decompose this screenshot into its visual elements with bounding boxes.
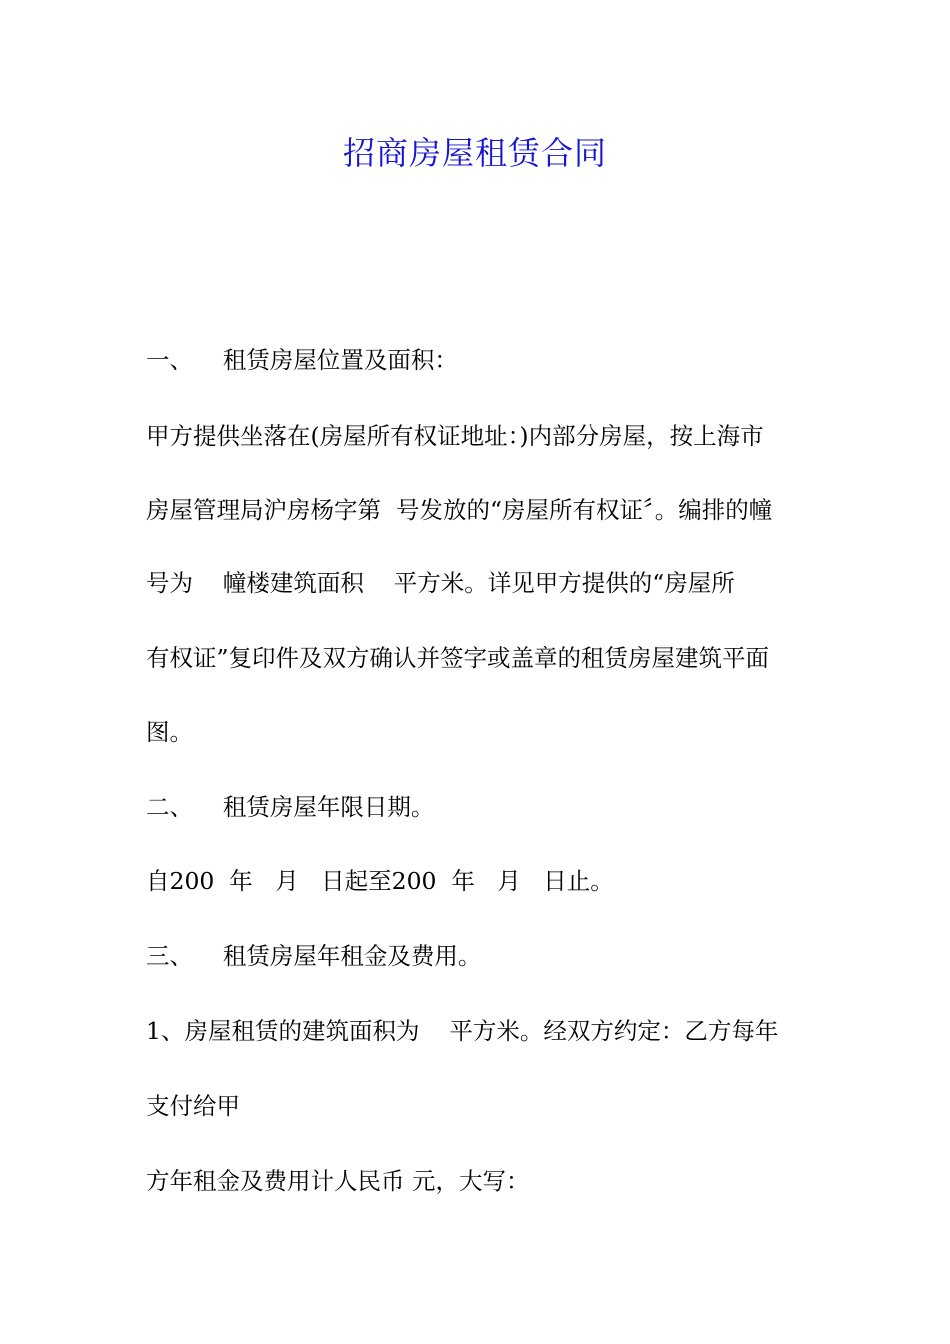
paragraph-line: 自200 年 月 日起至200 年 月 日止。 bbox=[146, 867, 614, 895]
section-3-heading: 三、 租赁房屋年租金及费用。 bbox=[146, 942, 482, 970]
paragraph-line: 号为 幢楼建筑面积 平方米。详见甲方提供的“房屋所 bbox=[146, 569, 735, 597]
paragraph-line: 支付给甲 bbox=[146, 1092, 240, 1120]
paragraph-line: 图。 bbox=[146, 718, 193, 746]
paragraph-line: 1、房屋租赁的建筑面积为 平方米。经双方约定：乙方每年 bbox=[146, 1017, 779, 1045]
section-1-heading: 一、 租赁房屋位置及面积： bbox=[146, 346, 458, 374]
document-title: 招商房屋租赁合同 bbox=[342, 134, 607, 172]
paragraph-line: 有权证”复印件及双方确认并签字或盖章的租赁房屋建筑平面 bbox=[146, 644, 770, 672]
paragraph-line: 房屋管理局沪房杨字第 号发放的“房屋所有权证〞。编排的幢 bbox=[146, 496, 773, 524]
section-2-heading: 二、 租赁房屋年限日期。 bbox=[146, 793, 435, 821]
paragraph-line: 方年租金及费用计人民币 元，大写： bbox=[146, 1167, 530, 1195]
paragraph-line: 甲方提供坐落在(房屋所有权证地址：)内部分房屋，按上海市 bbox=[146, 422, 764, 450]
